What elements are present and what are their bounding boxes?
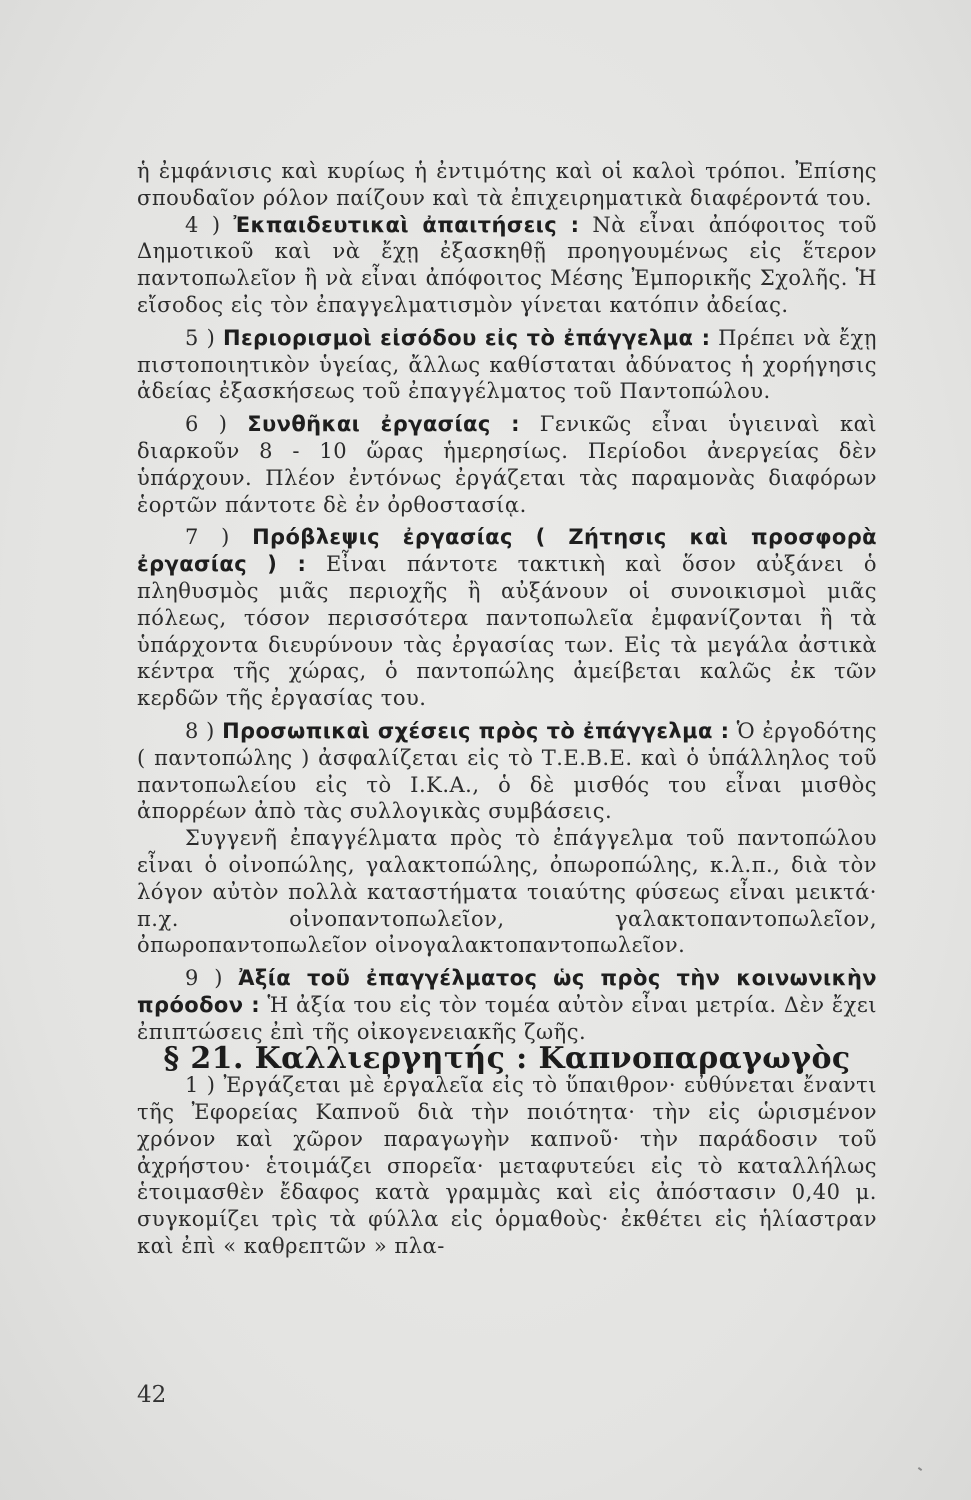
item-number: 6 ) xyxy=(185,412,228,437)
item-9 xyxy=(137,965,877,1045)
item-number: 4 ) xyxy=(185,212,221,237)
intro-paragraph: ἡ ἐμφάνισις καὶ κυρίως ἡ ἐντιμότης καὶ οἱ καλοὶ τρόποι. Ἐπίσης σπουδαῖον ρόλον παίζουν καὶ τὰ ἐπιχειρηματικὰ διαφέροντά του. xyxy=(137,159,877,210)
item-text: Νὰ εἶναι ἀπόφοιτος τοῦ Δημοτικοῦ καὶ νὰ ἔχῃ ἐξασκηθῇ προηγουμένως εἰς ἕτερον παντοπωλεῖον ἢ νὰ εἶναι ἀπόφοιτος Μέσης Ἐμπορικῆς Σχολῆς. Ἡ εἴσοδος εἰς τὸν ἐπαγγελματισμὸν γίνεται κατόπιν ἀδείας. xyxy=(137,212,877,317)
item-heading: Συνθῆκαι ἐργασίας : xyxy=(247,412,520,437)
item-4 xyxy=(137,212,877,319)
item-8 xyxy=(137,718,877,825)
item-number: 8 ) xyxy=(185,718,215,743)
page-body xyxy=(137,158,877,1260)
item-text: Ἡ ἀξία του εἰς τὸν τομέα αὐτὸν εἶναι μετρία. Δὲν ἔχει ἐπιπτώσεις ἐπὶ τῆς οἰκογενειακῆς ζωῆς. xyxy=(137,992,877,1044)
section-title: Καλλιεργητής : Καπνοπαραγωγὸς xyxy=(254,1040,851,1076)
related-professions-paragraph: Συγγενῆ ἐπαγγέλματα πρὸς τὸ ἐπάγγελμα τοῦ παντοπώλου εἶναι ὁ οἰνοπώλης, γαλακτοπώλης, ὀπωροπώλης, κ.λ.π., διὰ τὸν λόγον αὐτὸν πολλὰ καταστήματα τοιαύτης φύσεως εἶναι μεικτά· π.χ. οἰνοπαντοπωλεῖον, γαλακτοπαντοπωλεῖον, ὀπωροπαντοπωλεῖον οἰνογαλακτοπαντοπωλεῖον. xyxy=(137,826,877,958)
section-heading xyxy=(137,1040,877,1076)
section-number: 21. xyxy=(190,1040,244,1076)
paper-speck xyxy=(918,1467,922,1471)
item-number: 1 ) xyxy=(185,1073,216,1098)
section-item-1 xyxy=(137,1072,877,1260)
item-heading: Προσωπικαὶ σχέσεις πρὸς τὸ ἐπάγγελμα : xyxy=(222,718,730,743)
item-number: 7 ) xyxy=(185,525,230,550)
page-number: 42 xyxy=(137,1382,167,1408)
item-heading: Ἀξία τοῦ ἐπαγγέλματος ὡς πρὸς τὴν κοινωνικὴν πρόοδον : xyxy=(137,966,877,1017)
item-text: Ἐργάζεται μὲ ἐργαλεῖα εἰς τὸ ὕπαιθρον· εὐθύνεται ἔναντι τῆς Ἐφορείας Καπνοῦ διὰ τὴν ποιότητα· τὴν εἰς ὡρισμένον χρόνον καὶ χῶρον παραγωγὴν καπνοῦ· τὴν παράδοσιν τοῦ ἀχρήστου· ἑτοιμάζει σπορεῖα· μεταφυτεύει εἰς τὸ καταλλήλως ἑτοιμασθὲν ἔδαφος κατὰ γραμμὰς καὶ εἰς ἀπόστασιν 0,40 μ. συγκομίζει τρὶς τὰ φύλλα εἰς ὁρμαθοὺς· ἐκθέτει εἰς ἡλίαστραν καὶ ἐπὶ « καθρεπτῶν » πλα- xyxy=(137,1073,877,1259)
item-5 xyxy=(137,325,877,405)
item-heading: Πρόβλεψις ἐργασίας ( Ζήτησις καὶ προσφορὰ ἐργασίας ) : xyxy=(137,525,877,577)
item-text: Εἶναι πάντοτε τακτικὴ καὶ ὅσον αὐξάνει ὁ πληθυσμὸς μιᾶς περιοχῆς ἢ αὐξάνουν οἱ συνοικισμοὶ μιᾶς πόλεως, τόσον περισσότερα παντοπωλεῖα ἐμφανίζονται ἢ τὰ ὑπάρχοντα διευρύνουν τὰς ἐργασίας των. Εἰς τὰ μεγάλα ἀστικὰ κέντρα τῆς χώρας, ὁ παντοπώλης ἀμείβεται καλῶς ἐκ τῶν κερδῶν τῆς ἐργασίας του. xyxy=(137,552,877,711)
item-heading: Ἐκπαιδευτικαὶ ἀπαιτήσεις : xyxy=(233,212,580,237)
item-text: Πρέπει νὰ ἔχῃ πιστοποιητικὸν ὑγείας, ἄλλως καθίσταται ἀδύνατος ἡ χορήγησις ἀδείας ἐξασκήσεως τοῦ ἐπαγγέλματος τοῦ Παντοπώλου. xyxy=(137,325,877,404)
item-heading: Περιορισμοὶ εἰσόδου εἰς τὸ ἐπάγγελμα : xyxy=(222,325,711,350)
item-number: 9 ) xyxy=(185,966,223,991)
item-6 xyxy=(137,411,877,518)
item-7 xyxy=(137,524,877,712)
item-text: Ὁ ἐργοδότης ( παντοπώλης ) ἀσφαλίζεται εἰς τὸ Τ.Ε.Β.Ε. καὶ ὁ ὑπάλληλος τοῦ παντοπωλείου εἰς τὸ Ι.Κ.Α., ὁ δὲ μισθός του εἶναι μισθὸς ἀπορρέων ἀπὸ τὰς συλλογικὰς συμβάσεις. xyxy=(137,718,877,824)
item-number: 5 ) xyxy=(185,325,216,350)
section-symbol: § xyxy=(163,1040,180,1076)
item-text: Γενικῶς εἶναι ὑγιειναὶ καὶ διαρκοῦν 8 - 10 ὥρας ἡμερησίως. Περίοδοι ἀνεργείας δὲν ὑπάρχουν. Πλέον ἐντόνως ἐργάζεται τὰς παραμονὰς διαφόρων ἑορτῶν πάντοτε δὲ ἐν ὀρθοστασίᾳ. xyxy=(137,412,878,517)
